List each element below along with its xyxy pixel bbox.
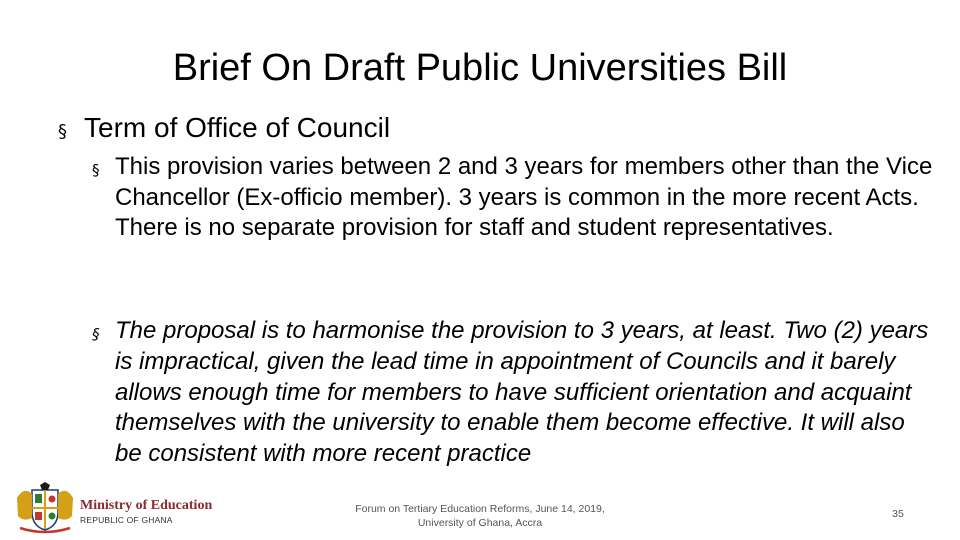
bullet-text: Term of Office of Council bbox=[84, 112, 391, 143]
ministry-name: Ministry of Education bbox=[80, 498, 213, 513]
sub-bullet-provision bbox=[92, 152, 937, 244]
footer-event-line2: University of Ghana, Accra bbox=[417, 517, 543, 529]
square-bullet-icon: § bbox=[92, 161, 100, 179]
bullet-term-of-office bbox=[58, 110, 918, 150]
slide-number: 35 bbox=[892, 508, 904, 520]
ministry-logo bbox=[14, 482, 224, 534]
square-bullet-icon: § bbox=[58, 121, 67, 142]
sub-bullet-proposal bbox=[92, 316, 937, 470]
square-bullet-icon: § bbox=[92, 325, 100, 343]
sub-bullet-text: The proposal is to harmonise the provision to 3 years, at least. Two (2) years is impractical, given the lead time in appointment of Councils and it barely allows enough time for members to have sufficient orientation and acquaint themselves with the university to enable them become effective. It will also be consistent with more recent practice bbox=[115, 317, 929, 468]
sub-bullet-text: This provision varies between 2 and 3 years for members other than the Vice Chancellor (Ex-officio member). 3 years is common in the more recent Acts. There is no separate provision for staff and student representatives. bbox=[115, 153, 933, 241]
republic-label: REPUBLIC OF GHANA bbox=[80, 515, 173, 525]
coat-of-arms-icon bbox=[14, 482, 76, 534]
slide-title: Brief On Draft Public Universities Bill bbox=[172, 47, 788, 89]
footer-event-line1: Forum on Tertiary Education Reforms, June 14, 2019, bbox=[355, 503, 605, 515]
footer-event bbox=[320, 502, 640, 530]
